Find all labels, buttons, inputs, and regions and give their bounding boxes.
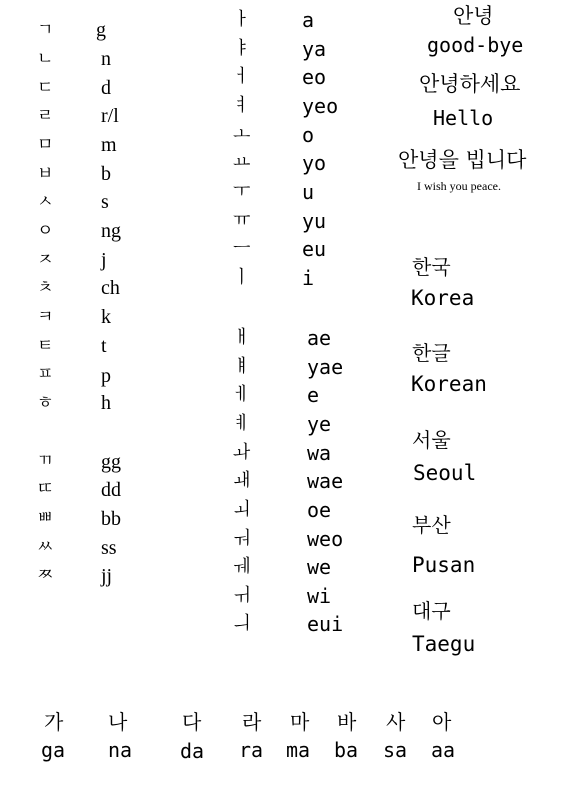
compound-vowel-jamo: ㅔ [233,384,251,405]
vowel-jamo: ㅜ [233,181,251,202]
consonant-rom: g [96,19,106,41]
phrase-english: I wish you peace. [417,179,501,193]
consonant-jamo: ㅎ [37,393,54,413]
consonant-rom: n [101,48,111,70]
vowel-jamo: ㅕ [233,95,251,116]
vowel-jamo: ㅓ [233,66,251,87]
vowel-rom: yo [302,151,327,175]
syllable-korean: 나 [108,710,128,734]
syllable-korean: 가 [44,710,64,734]
phrase-english: Hello [433,106,494,130]
vowel-rom: eo [302,65,327,89]
vowel-jamo: ㅡ [233,238,251,259]
consonant-rom: ch [101,277,120,299]
consonant-jamo: ㅁ [37,135,54,155]
compound-vowel-jamo: ㅙ [233,470,251,491]
consonant-rom: t [101,335,107,357]
compound-vowel-jamo: ㅘ [233,442,251,463]
compound-vowel-jamo: ㅞ [233,556,251,577]
syllable-english: ra [239,738,264,762]
word-korean: 한국 [412,255,451,279]
syllable-korean: 바 [337,710,357,734]
phrase-korean: 안녕을 빕니다 [398,148,527,172]
compound-vowel-jamo: ㅟ [233,585,251,606]
compound-vowel-rom: we [307,555,332,579]
consonant-jamo: ㅋ [37,307,54,327]
word-english: Korean [411,372,487,396]
vowel-rom: yu [302,209,327,233]
consonant-jamo: ㅊ [37,278,54,298]
vowel-rom: a [302,8,315,32]
compound-vowel-jamo: ㅐ [233,327,251,348]
consonant-jamo: ㅍ [37,364,54,384]
double-consonant-rom: bb [101,508,121,530]
consonant-rom: d [101,77,111,99]
word-korean: 부산 [412,513,451,537]
vowel-rom: u [302,180,315,204]
consonant-rom: r/l [101,105,119,127]
syllable-korean: 다 [182,710,202,734]
consonant-jamo: ㄴ [37,49,54,69]
consonant-jamo: ㄹ [37,106,54,126]
syllable-english: ga [41,738,66,762]
vowel-jamo: ㅑ [233,38,251,59]
vowel-rom: eu [302,237,327,261]
consonant-rom: p [101,365,111,387]
consonant-rom: ng [101,220,121,242]
double-consonant-jamo: ㅃ [37,508,54,528]
syllable-english: aa [431,738,456,762]
vowel-rom: o [302,123,315,147]
word-english: Korea [411,286,475,310]
consonant-rom: m [101,134,117,156]
double-consonant-rom: ss [101,537,117,559]
compound-vowel-rom: ye [307,412,332,436]
syllable-english: da [180,739,205,763]
consonant-jamo: ㅇ [37,221,54,241]
double-consonant-jamo: ㅆ [37,537,54,557]
compound-vowel-jamo: ㅒ [233,356,251,377]
word-korean: 한글 [412,341,451,365]
compound-vowel-rom: wae [307,469,344,493]
compound-vowel-jamo: ㅢ [233,613,251,634]
compound-vowel-jamo: ㅖ [233,413,251,434]
double-consonant-jamo: ㄲ [37,451,54,471]
consonant-jamo: ㅂ [37,164,54,184]
compound-vowel-rom: weo [307,527,344,551]
compound-vowel-rom: ae [307,326,332,350]
vowel-jamo: ㅠ [233,210,251,231]
consonant-jamo: ㅈ [37,250,54,270]
compound-vowel-rom: wi [307,584,332,608]
double-consonant-rom: dd [101,479,121,501]
consonant-rom: j [101,249,107,271]
compound-vowel-rom: e [307,383,320,407]
compound-vowel-rom: eui [307,612,344,636]
consonant-rom: s [101,191,109,213]
syllable-korean: 아 [432,710,452,734]
double-consonant-jamo: ㅉ [37,565,54,585]
compound-vowel-rom: wa [307,441,332,465]
consonant-jamo: ㄱ [37,20,54,40]
compound-vowel-rom: yae [307,355,344,379]
word-english: Taegu [412,632,476,656]
vowel-rom: i [302,266,315,290]
consonant-rom: h [101,392,111,414]
phrase-korean: 안녕 [453,4,494,28]
vowel-jamo: ㅏ [233,9,251,30]
syllable-korean: 사 [386,710,406,734]
double-consonant-rom: jj [101,565,113,587]
phrase-korean: 안녕하세요 [419,72,521,96]
vowel-rom: ya [302,37,327,61]
vowel-jamo: ㅛ [233,152,251,173]
syllable-english: ma [286,738,311,762]
consonant-jamo: ㅅ [37,192,54,212]
double-consonant-rom: gg [101,451,121,473]
compound-vowel-rom: oe [307,498,332,522]
word-english: Seoul [413,461,477,485]
syllable-english: sa [383,738,408,762]
consonant-rom: k [101,306,111,328]
word-english: Pusan [412,553,476,577]
syllable-english: na [108,738,133,762]
consonant-rom: b [101,163,111,185]
syllable-korean: 라 [242,710,262,734]
phrase-english: good-bye [427,33,524,57]
vowel-jamo: ㅗ [233,124,251,145]
word-korean: 서울 [412,428,451,452]
consonant-jamo: ㅌ [37,336,54,356]
syllable-english: ba [334,738,359,762]
consonant-jamo: ㄷ [37,78,54,98]
vowel-rom: yeo [302,94,339,118]
double-consonant-jamo: ㄸ [37,479,54,499]
syllable-korean: 마 [290,710,310,734]
word-korean: 대구 [412,599,451,623]
vowel-jamo: ㅣ [233,267,251,288]
compound-vowel-jamo: ㅝ [233,528,251,549]
compound-vowel-jamo: ㅚ [233,499,251,520]
